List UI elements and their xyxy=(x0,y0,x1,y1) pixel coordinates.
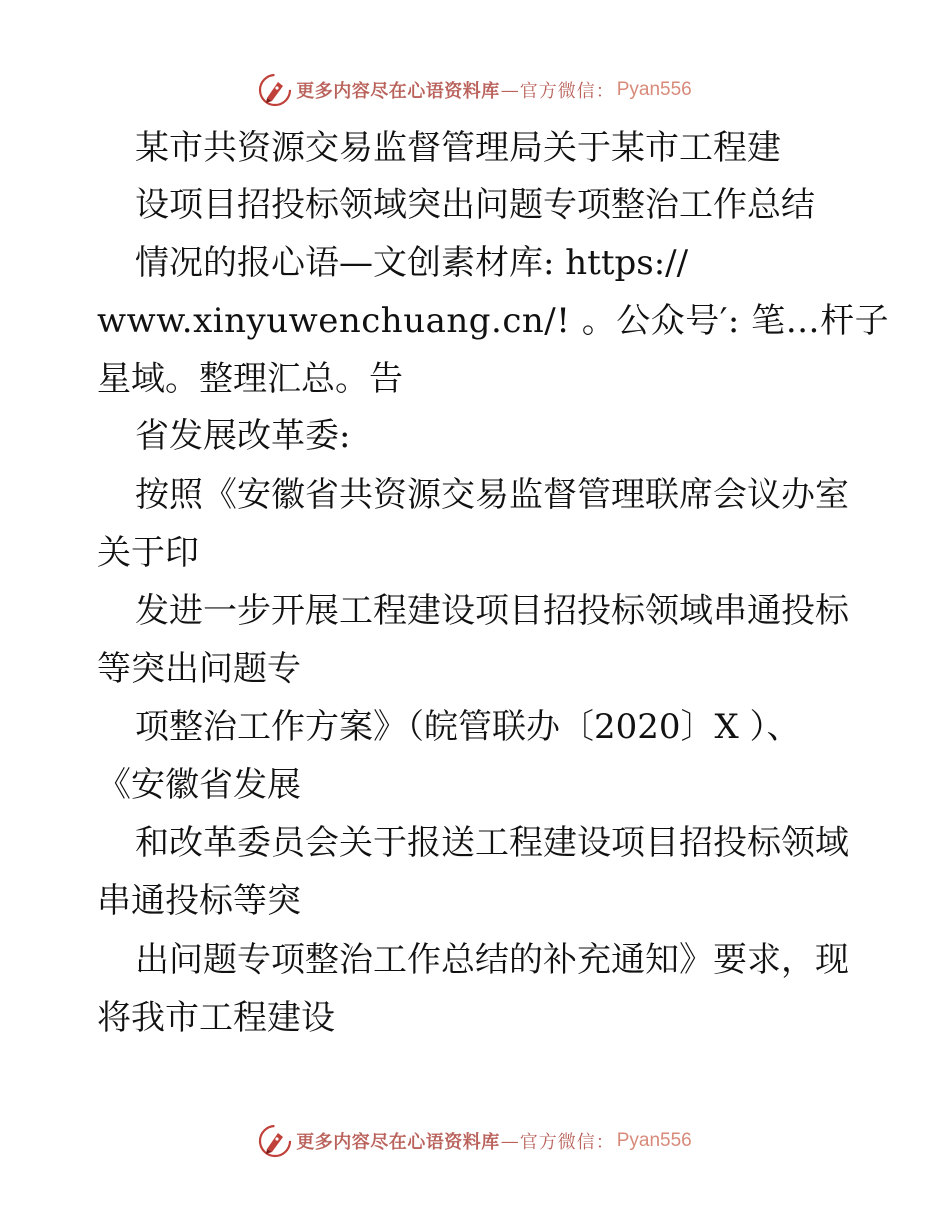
banner-title: 更多内容尽在心语资料库 xyxy=(296,81,500,102)
paragraph-line: 和改革委员会关于报送工程建设项目招投标领域 xyxy=(135,823,849,863)
paragraph-line: 《安徽省发展 xyxy=(97,765,301,805)
pen-nib-logo-icon xyxy=(258,1124,292,1158)
paragraph-line: 等突出问题专 xyxy=(97,649,301,689)
paragraph-line: 发进一步开展工程建设项目招投标领域串通投标 xyxy=(135,591,849,631)
banner-separator: — xyxy=(500,1130,519,1152)
paragraph-line: 串通投标等突 xyxy=(97,881,301,921)
banner-wechat-id: Pyan556 xyxy=(616,1130,692,1151)
paragraph-line: 按照《安徽省共资源交易监督管理联席会议办室 xyxy=(135,475,849,515)
banner-wechat-label: 官方微信： xyxy=(519,1132,615,1153)
footer-banner xyxy=(0,1121,950,1161)
header-banner xyxy=(0,70,950,110)
paragraph-line: 项整治工作方案》（皖管联办〔2020〕X ）、 xyxy=(135,707,801,747)
paragraph-line: 关于印 xyxy=(97,533,199,573)
paragraph-line: 出问题专项整治工作总结的补充通知》要求，现 xyxy=(135,940,849,980)
banner-separator: — xyxy=(500,79,519,101)
document-title-line-4: www.xinyuwenchuang.cn/! 。公众号′: 笔…杆子 xyxy=(97,301,890,341)
document-title-line-2: 设项目招投标领域突出问题专项整治工作总结 xyxy=(135,185,815,225)
paragraph-line: 将我市工程建设 xyxy=(97,998,335,1038)
document-title-line-1: 某市共资源交易监督管理局关于某市工程建 xyxy=(135,128,781,168)
banner-wechat-label: 官方微信： xyxy=(519,81,615,102)
banner-wechat-id: Pyan556 xyxy=(616,79,692,100)
document-title-line-5: 星域。整理汇总。告 xyxy=(97,359,403,399)
salutation-line: 省发展改革委: xyxy=(135,416,351,456)
pen-nib-logo-icon xyxy=(258,73,292,107)
document-title-line-3: 情况的报心语—文创素材库: https:// xyxy=(135,243,689,283)
banner-title: 更多内容尽在心语资料库 xyxy=(296,1132,500,1153)
